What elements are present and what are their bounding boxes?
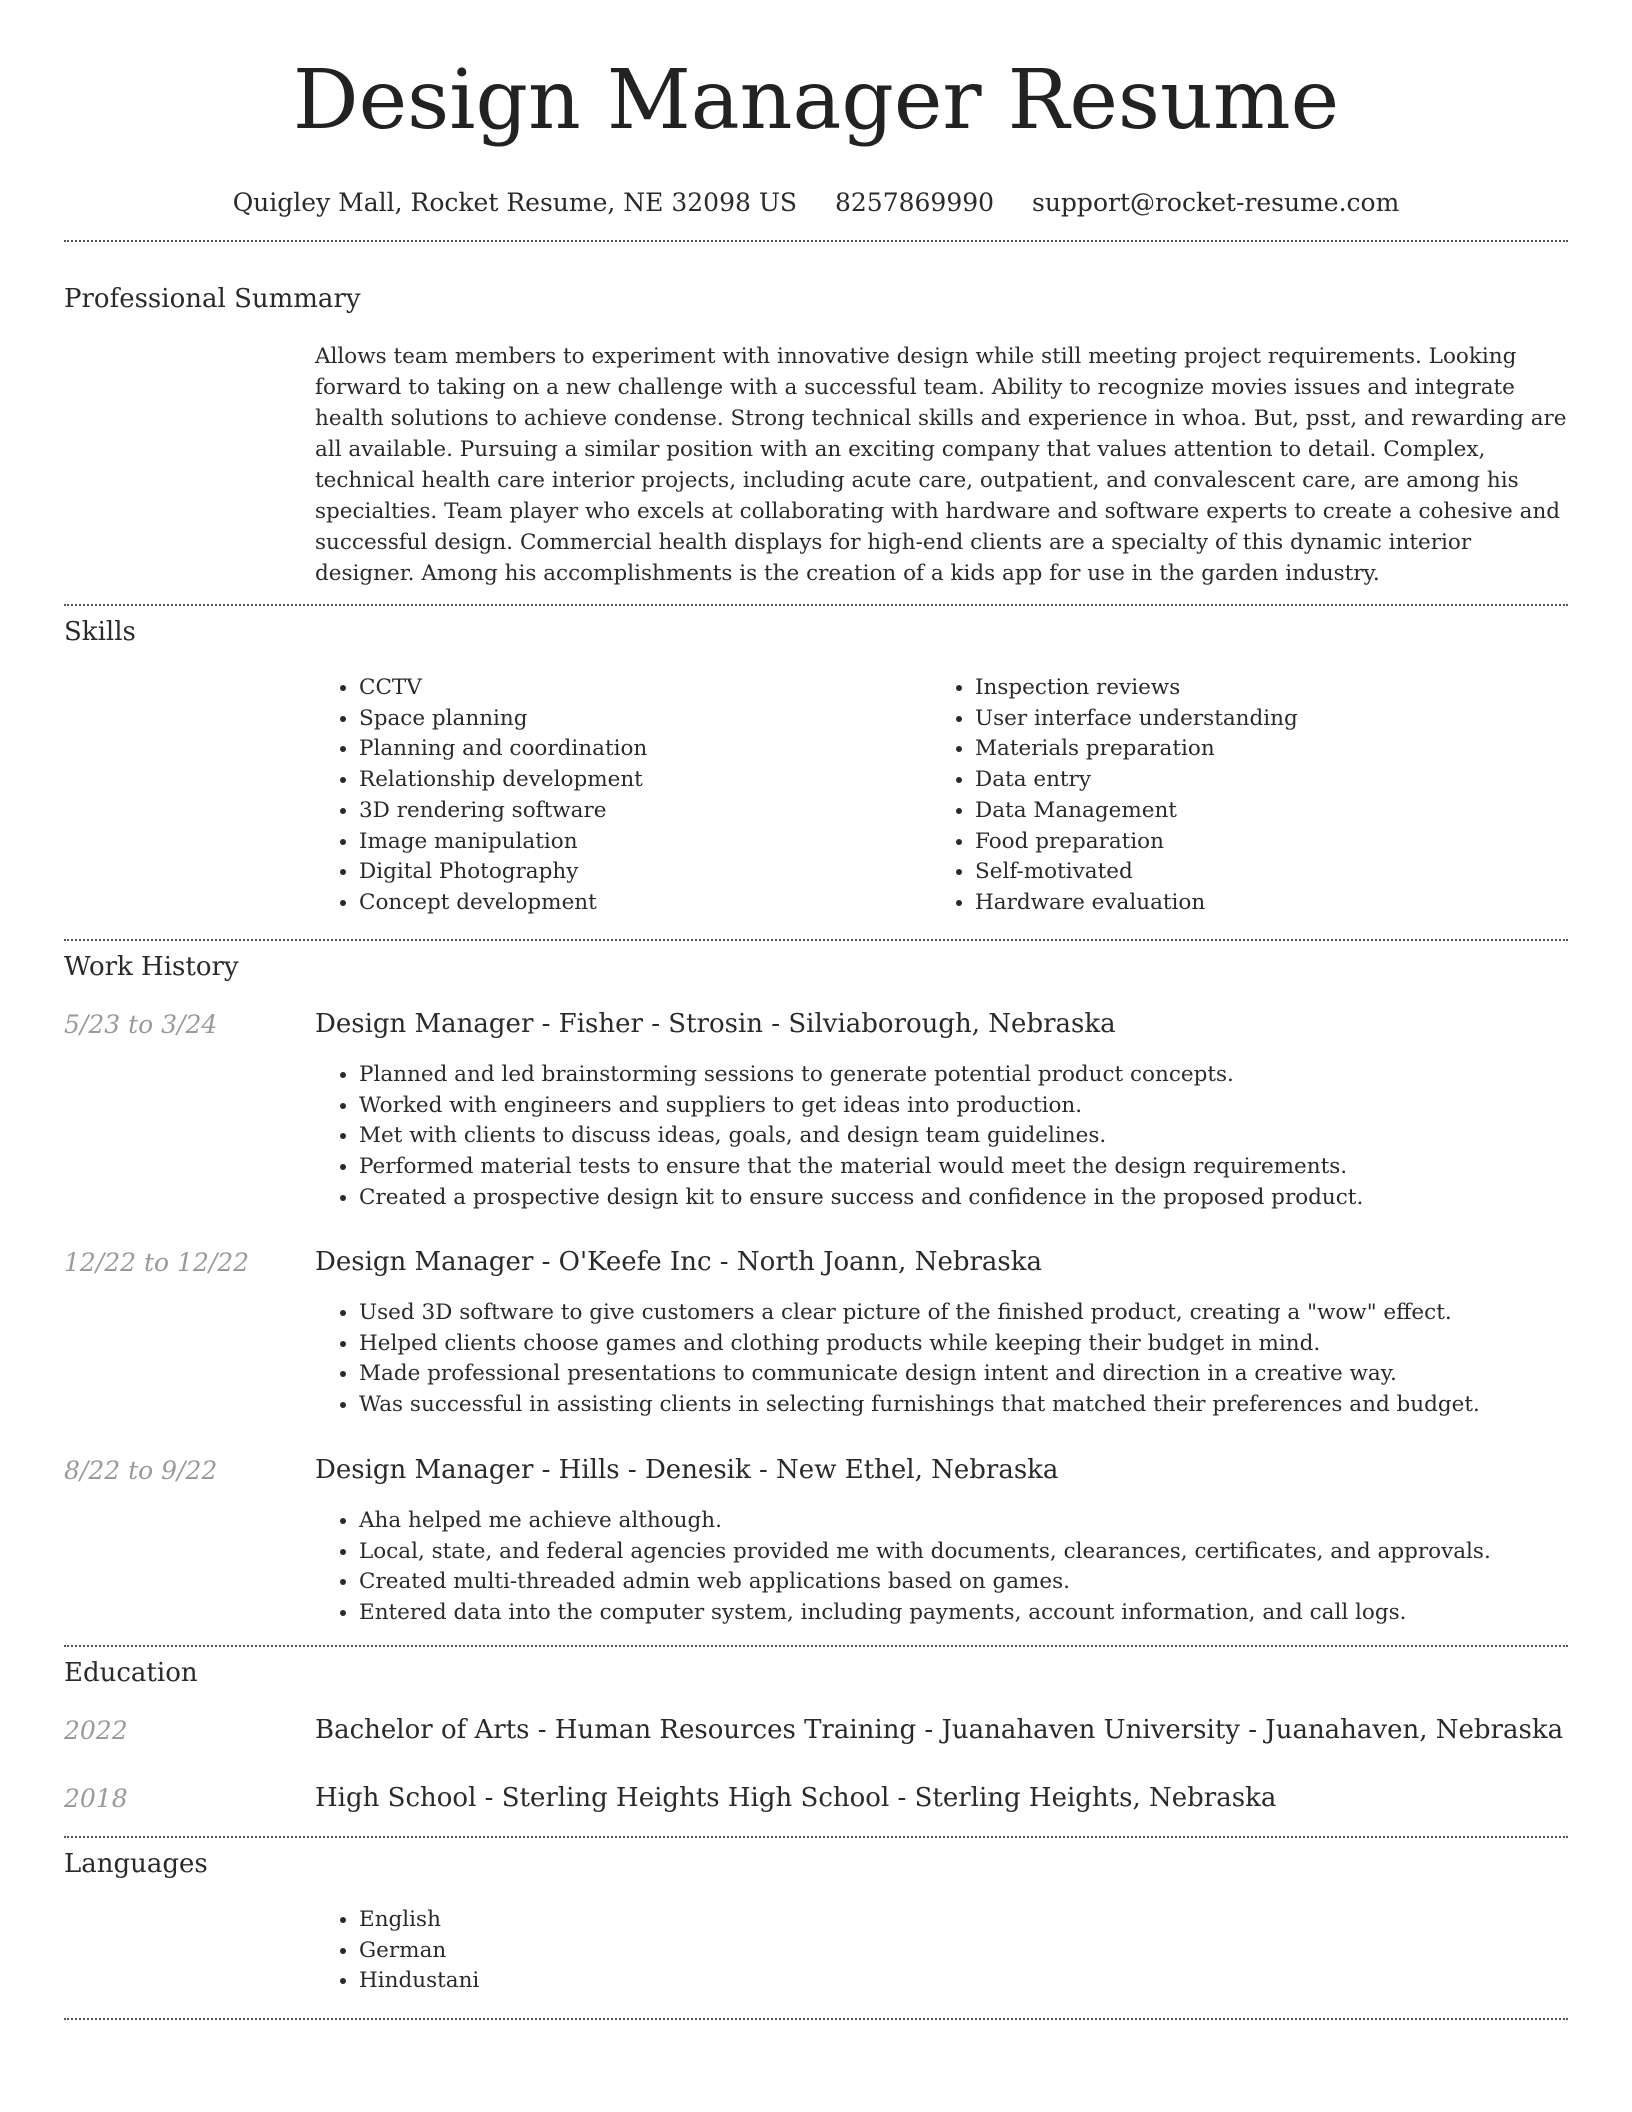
- divider: [64, 240, 1568, 242]
- skill-item: • Inspection reviews: [975, 673, 1568, 704]
- divider: [64, 1836, 1568, 1838]
- contact-line: [64, 188, 1568, 222]
- job-bullet: • Created multi-threaded admin web applications based on games.: [359, 1567, 1568, 1598]
- section-title-languages: Languages: [64, 1849, 208, 1879]
- job-title: Design Manager - O'Keefe Inc - North Joann, Nebraska: [315, 1247, 1043, 1277]
- resume-title: Design Manager Resume: [292, 53, 1340, 148]
- job-bullets: [315, 1060, 1568, 1214]
- job-bullet: • Performed material tests to ensure that the material would meet the design requirements.: [359, 1152, 1568, 1183]
- education-year: 2022: [64, 1716, 128, 1745]
- job-bullet: • Made professional presentations to communicate design intent and direction in a creative way.: [359, 1359, 1568, 1390]
- language-item: • English: [359, 1905, 915, 1936]
- skill-item: • Data entry: [975, 765, 1568, 796]
- skill-item: • Space planning: [359, 704, 931, 735]
- skill-item: • Planning and coordination: [359, 734, 931, 765]
- job-bullet: • Aha helped me achieve although.: [359, 1506, 1568, 1537]
- section-title-education: Education: [64, 1658, 198, 1688]
- skill-item: • Data Management: [975, 796, 1568, 827]
- job-dates: 5/23 to 3/24: [64, 1010, 218, 1039]
- job-bullet: • Planned and led brainstorming sessions to generate potential product concepts.: [359, 1060, 1568, 1091]
- job-bullets: [315, 1506, 1568, 1629]
- job-title: Design Manager - Fisher - Strosin - Silviaborough, Nebraska: [315, 1009, 1116, 1039]
- skill-item: • Concept development: [359, 888, 931, 919]
- contact-email[interactable]: support@rocket-resume.com: [1032, 188, 1400, 217]
- job-dates: 12/22 to 12/22: [64, 1248, 250, 1277]
- job-bullet: • Local, state, and federal agencies provided me with documents, clearances, certificates, and approvals.: [359, 1537, 1568, 1568]
- skill-item: • Image manipulation: [359, 827, 931, 858]
- section-title-skills: Skills: [64, 617, 136, 647]
- skill-item: • Relationship development: [359, 765, 931, 796]
- job-bullet: • Was successful in assisting clients in selecting furnishings that matched their preferences and budget.: [359, 1390, 1568, 1421]
- skills-list-right: [931, 673, 1568, 919]
- job-dates: 8/22 to 9/22: [64, 1456, 218, 1485]
- divider: [64, 604, 1568, 606]
- divider: [64, 2018, 1568, 2020]
- job-bullet: • Used 3D software to give customers a clear picture of the finished product, creating a "wow" effect.: [359, 1298, 1568, 1329]
- job-bullet: • Entered data into the computer system, including payments, account information, and call logs.: [359, 1598, 1568, 1629]
- resume-page: [64, 0, 1568, 1994]
- skill-item: • Digital Photography: [359, 857, 931, 888]
- skill-item: • 3D rendering software: [359, 796, 931, 827]
- skill-item: • Food preparation: [975, 827, 1568, 858]
- divider: [64, 939, 1568, 941]
- education-year: 2018: [64, 1784, 128, 1813]
- job-title: Design Manager - Hills - Denesik - New Ethel, Nebraska: [315, 1455, 1059, 1485]
- divider: [64, 1645, 1568, 1647]
- section-title-professional-summary: Professional Summary: [64, 284, 361, 314]
- education-entry: Bachelor of Arts - Human Resources Training - Juanahaven University - Juanahaven, Nebraska: [315, 1715, 1564, 1745]
- contact-address: Quigley Mall, Rocket Resume, NE 32098 US: [232, 188, 798, 217]
- education-entry: High School - Sterling Heights High School - Sterling Heights, Nebraska: [315, 1783, 1277, 1813]
- skill-item: • Materials preparation: [975, 734, 1568, 765]
- job-bullets: [315, 1298, 1568, 1421]
- language-item: • Hindustani: [359, 1966, 915, 1997]
- contact-phone[interactable]: 8257869990: [834, 188, 995, 217]
- language-item: • German: [359, 1936, 915, 1967]
- job-bullet: • Created a prospective design kit to ensure success and confidence in the proposed product.: [359, 1183, 1568, 1214]
- section-title-work-history: Work History: [64, 952, 239, 982]
- skill-item: • Self-motivated: [975, 857, 1568, 888]
- summary-text: Allows team members to experiment with innovative design while still meeting project requirements. Looking forward to taking on a new challenge with a successful team. Ability to recognize movies issues and integrate health solutions to achieve condense. Strong technical skills and experience in whoa. But, psst, and rewarding are all available. Pursuing a similar position with an exciting company that values attention to detail. Complex, technical health care interior projects, including acute care, outpatient, and convalescent care, are among his specialties. Team player who excels at collaborating with hardware and software experts to create a cohesive and successful design. Commercial health displays for high-end clients are a specialty of this dynamic interior designer. Among his accomplishments is the creation of a kids app for use in the garden industry.: [315, 344, 1567, 586]
- skill-item: • User interface understanding: [975, 704, 1568, 735]
- job-bullet: • Helped clients choose games and clothing products while keeping their budget in mind.: [359, 1329, 1568, 1360]
- job-bullet: • Met with clients to discuss ideas, goals, and design team guidelines.: [359, 1121, 1568, 1152]
- skill-item: • Hardware evaluation: [975, 888, 1568, 919]
- skills-list-left: [315, 673, 931, 919]
- languages-list: [315, 1905, 915, 1997]
- skill-item: • CCTV: [359, 673, 931, 704]
- job-bullet: • Worked with engineers and suppliers to get ideas into production.: [359, 1091, 1568, 1122]
